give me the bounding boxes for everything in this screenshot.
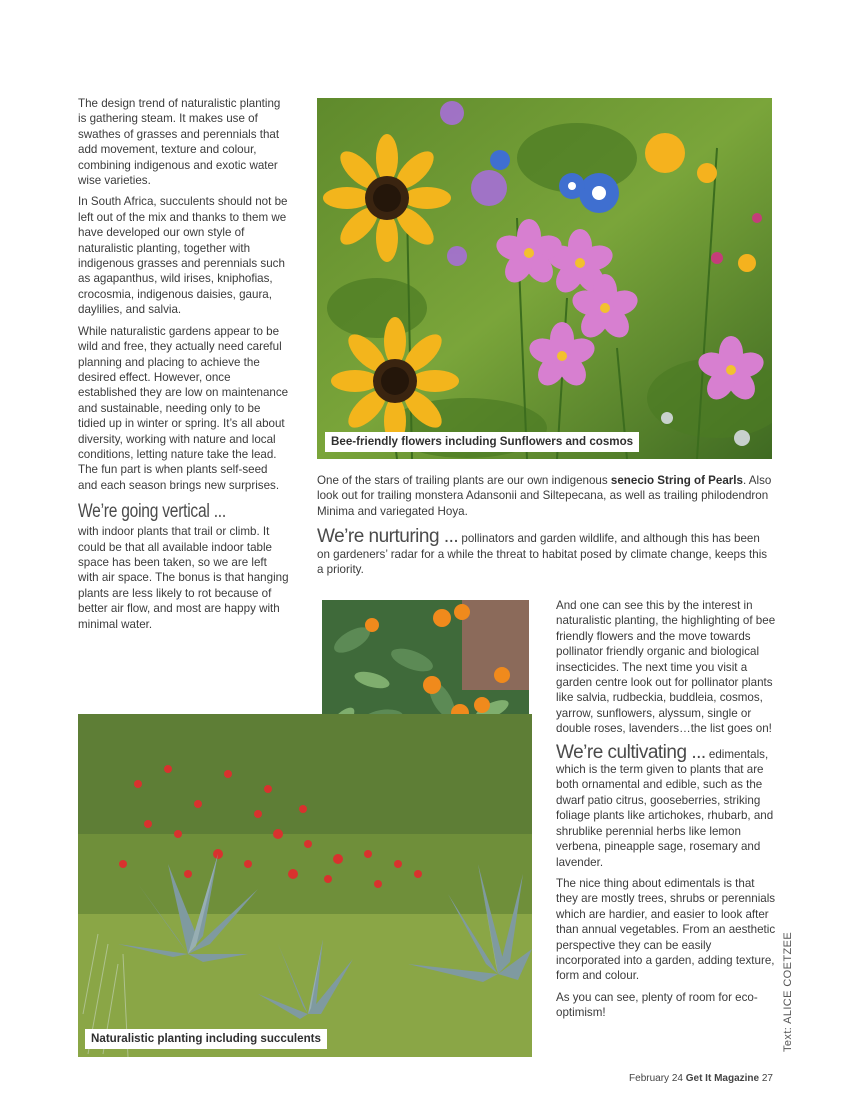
caption-flowers: Bee-friendly flowers including Sunflowers and cosmos xyxy=(325,432,639,452)
heading-cultivating: We’re cultivating ... xyxy=(556,741,706,763)
heading-going-vertical: We’re going vertical ... xyxy=(78,501,226,523)
nurturing-text: pollinators and garden wildlife, and although this has been on gardeners’ radar for a while the threat to habitat posed by climate change, keeps this a priority. xyxy=(317,532,768,577)
trailing-highlight: senecio String of Pearls xyxy=(610,474,743,487)
trailing-paragraph xyxy=(317,473,772,519)
naturalistic-paragraph: While naturalistic gardens appear to be wild and free, they actually need careful planning and placing to achieve the desired effect. However, once established they are low on maintenance and sustainable, needing only to be tidied up in winter or spring. It’s all about diversity, working with nature and local conditions, letting nature take the lead. The fun part is when plants self-seed and each season brings new surprises. xyxy=(78,324,289,492)
trailing-text-b: . Also look out for trailing monstera Adansonii and Siltepecana, as well as trailing philodendron Minima and variegated Hoya. xyxy=(317,474,772,518)
nurturing-paragraph xyxy=(317,526,772,577)
page-footer xyxy=(629,1073,773,1084)
succulents-image xyxy=(78,714,532,1057)
footer-issue: February 24 xyxy=(629,1073,686,1084)
trailing-text-a: One of the stars of trailing plants are our own indigenous xyxy=(317,474,611,487)
footer-magazine: Get It Magazine xyxy=(685,1073,760,1084)
closing-paragraph: As you can see, plenty of room for eco-optimism! xyxy=(556,990,758,1020)
footer-page-number: 27 xyxy=(759,1073,773,1084)
caption-succulents: Naturalistic planting including succulents xyxy=(85,1029,327,1049)
left-column xyxy=(78,96,290,638)
heading-nurturing: We’re nurturing ... xyxy=(317,526,459,548)
photo-naturalistic-succulents xyxy=(78,714,532,1057)
cultivating-paragraph xyxy=(556,741,778,870)
cultivating-text: edimentals, which is the term given to plants that are both ornamental and edible, such as the dwarf patio citrus, gooseberries, striking foliage plants like artichokes, rhubarb, and shrublike perennial herbs like lemon verbena, pineapple sage, rosemary and lavender. xyxy=(556,747,774,869)
succulents-paragraph: In South Africa, succulents should not be left out of the mix and thanks to them we have developed our own style of naturalistic planting, together with indigenous grasses and perennials such as agapanthus, wild irises, kniphofias, crocosmia, indigenous daisies, gaura, daylilies, and salvia. xyxy=(78,195,288,317)
right-column xyxy=(556,598,778,1027)
vertical-paragraph: with indoor plants that trail or climb. It could be that all available indoor table space has been taken, so we are left with air space. The bonus is that hanging plants are less likely to rot because of better air flow, and most are happy with minimal water. xyxy=(78,525,289,631)
photo-bee-friendly-flowers xyxy=(317,98,772,459)
flowers-image xyxy=(317,98,772,459)
author-credit: Text: ALICE COETZEE xyxy=(782,931,794,1052)
pollinator-paragraph: And one can see this by the interest in naturalistic planting, the highlighting of bee friendly flowers and the move towards pollinator friendly organic and biological insecticides. The next time you visit a garden centre look out for pollinator plants like salvia, rudbeckia, buddleia, cosmos, yarrow, sunflowers, alyssum, single or double roses, lavenders…the list goes on! xyxy=(556,599,776,736)
mid-text-block xyxy=(317,473,772,577)
intro-paragraph: The design trend of naturalistic planting is gathering steam. It makes use of swathes of grasses and perennials that add movement, texture and colour, combining indigenous and exotic water wise varieties. xyxy=(78,97,281,188)
edimentals-paragraph: The nice thing about edimentals is that they are mostly trees, shrubs or perennials which are hardier, and easier to look after than annual vegetables. From an aesthetic perspective they can be easily incorporated into a garden, adding texture, form and colour. xyxy=(556,876,776,983)
